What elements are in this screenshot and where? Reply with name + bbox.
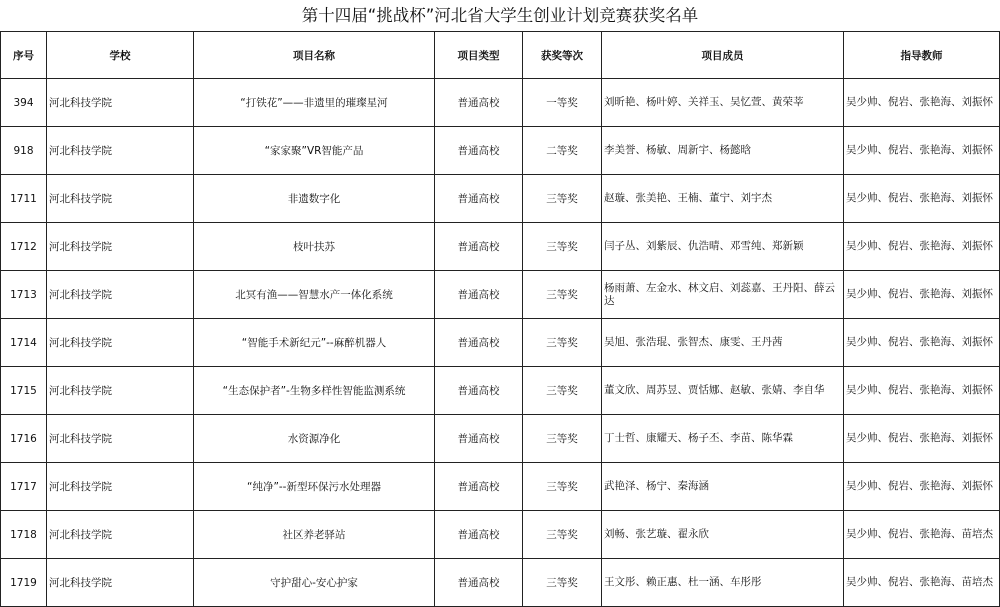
cell-school: 河北科技学院 — [47, 415, 194, 463]
cell-project-name: 水资源净化 — [194, 415, 435, 463]
cell-teachers: 吴少帅、倪岩、张艳海、刘振怀 — [844, 463, 1000, 511]
table-row — [1, 223, 1000, 271]
cell-school: 河北科技学院 — [47, 175, 194, 223]
cell-members: 丁士哲、康耀天、杨子丕、李苗、陈华霖 — [602, 415, 844, 463]
cell-project-type: 普通高校 — [435, 127, 523, 175]
cell-school: 河北科技学院 — [47, 463, 194, 511]
cell-teachers: 吴少帅、倪岩、张艳海、刘振怀 — [844, 79, 1000, 127]
cell-index: 1716 — [1, 415, 47, 463]
cell-school: 河北科技学院 — [47, 127, 194, 175]
cell-project-name: “智能手术新纪元”--麻醉机器人 — [194, 319, 435, 367]
table-row — [1, 559, 1000, 607]
cell-award-level: 三等奖 — [523, 175, 602, 223]
col-header-index: 序号 — [1, 32, 47, 79]
cell-award-level: 三等奖 — [523, 223, 602, 271]
cell-award-level: 三等奖 — [523, 271, 602, 319]
cell-teachers: 吴少帅、倪岩、张艳海、刘振怀 — [844, 127, 1000, 175]
cell-teachers: 吴少帅、倪岩、张艳海、刘振怀 — [844, 319, 1000, 367]
cell-award-level: 一等奖 — [523, 79, 602, 127]
table-row — [1, 415, 1000, 463]
cell-project-name: “纯净”--新型环保污水处理器 — [194, 463, 435, 511]
cell-award-level: 三等奖 — [523, 511, 602, 559]
cell-award-level: 三等奖 — [523, 415, 602, 463]
cell-project-name: “家家聚”VR智能产品 — [194, 127, 435, 175]
cell-teachers: 吴少帅、倪岩、张艳海、苗培杰 — [844, 559, 1000, 607]
cell-teachers: 吴少帅、倪岩、张艳海、刘振怀 — [844, 223, 1000, 271]
cell-index: 1712 — [1, 223, 47, 271]
cell-project-type: 普通高校 — [435, 367, 523, 415]
cell-school: 河北科技学院 — [47, 559, 194, 607]
table-row — [1, 367, 1000, 415]
cell-award-level: 三等奖 — [523, 319, 602, 367]
cell-project-name: 社区养老驿站 — [194, 511, 435, 559]
cell-teachers: 吴少帅、倪岩、张艳海、刘振怀 — [844, 271, 1000, 319]
cell-project-type: 普通高校 — [435, 271, 523, 319]
cell-project-type: 普通高校 — [435, 319, 523, 367]
cell-project-name: 北冥有渔——智慧水产一体化系统 — [194, 271, 435, 319]
cell-teachers: 吴少帅、倪岩、张艳海、苗培杰 — [844, 511, 1000, 559]
table-row — [1, 319, 1000, 367]
cell-project-type: 普通高校 — [435, 223, 523, 271]
cell-project-name: “打铁花”——非遗里的璀璨星河 — [194, 79, 435, 127]
cell-index: 1714 — [1, 319, 47, 367]
document-title: 第十四届“挑战杯”河北省大学生创业计划竞赛获奖名单 — [301, 6, 699, 25]
cell-members: 刘昕艳、杨叶婷、关祥玉、吴忆萱、黄荣莘 — [602, 79, 844, 127]
cell-teachers: 吴少帅、倪岩、张艳海、刘振怀 — [844, 367, 1000, 415]
table-row — [1, 511, 1000, 559]
table-row — [1, 127, 1000, 175]
cell-project-name: 非遗数字化 — [194, 175, 435, 223]
cell-project-type: 普通高校 — [435, 79, 523, 127]
cell-members: 杨雨萧、左金水、林文启、刘蕊嘉、王丹阳、薛云达 — [602, 271, 844, 319]
cell-teachers: 吴少帅、倪岩、张艳海、刘振怀 — [844, 175, 1000, 223]
col-header-project: 项目名称 — [194, 32, 435, 79]
cell-index: 1711 — [1, 175, 47, 223]
cell-index: 1713 — [1, 271, 47, 319]
cell-school: 河北科技学院 — [47, 511, 194, 559]
cell-members: 董文欣、周苏昱、贾恬娜、赵敏、张婧、李自华 — [602, 367, 844, 415]
cell-award-level: 二等奖 — [523, 127, 602, 175]
cell-award-level: 三等奖 — [523, 463, 602, 511]
cell-school: 河北科技学院 — [47, 79, 194, 127]
cell-index: 918 — [1, 127, 47, 175]
cell-project-type: 普通高校 — [435, 559, 523, 607]
cell-award-level: 三等奖 — [523, 559, 602, 607]
col-header-type: 项目类型 — [435, 32, 523, 79]
cell-members: 李美誉、杨敏、周新宇、杨懿晗 — [602, 127, 844, 175]
table-row — [1, 175, 1000, 223]
col-header-school: 学校 — [47, 32, 194, 79]
award-table — [0, 31, 1000, 607]
cell-index: 1719 — [1, 559, 47, 607]
cell-project-type: 普通高校 — [435, 175, 523, 223]
col-header-members: 项目成员 — [602, 32, 844, 79]
cell-members: 闫子丛、刘紫辰、仇浩晴、邓雪纯、郑新颖 — [602, 223, 844, 271]
cell-project-type: 普通高校 — [435, 463, 523, 511]
cell-members: 赵璇、张美艳、王楠、董宁、刘宇杰 — [602, 175, 844, 223]
cell-teachers: 吴少帅、倪岩、张艳海、刘振怀 — [844, 415, 1000, 463]
cell-project-name: “生态保护者”-生物多样性智能监测系统 — [194, 367, 435, 415]
cell-members: 武艳泽、杨宁、秦海涵 — [602, 463, 844, 511]
cell-school: 河北科技学院 — [47, 271, 194, 319]
col-header-award: 获奖等次 — [523, 32, 602, 79]
cell-project-name: 枝叶扶苏 — [194, 223, 435, 271]
cell-index: 394 — [1, 79, 47, 127]
cell-school: 河北科技学院 — [47, 319, 194, 367]
cell-index: 1717 — [1, 463, 47, 511]
cell-members: 吴旭、张浩琨、张智杰、康雯、王丹茜 — [602, 319, 844, 367]
table-header-row — [1, 32, 1000, 79]
cell-project-type: 普通高校 — [435, 511, 523, 559]
cell-members: 刘畅、张艺璇、翟永欣 — [602, 511, 844, 559]
cell-index: 1715 — [1, 367, 47, 415]
cell-school: 河北科技学院 — [47, 223, 194, 271]
col-header-teachers: 指导教师 — [844, 32, 1000, 79]
table-row — [1, 79, 1000, 127]
cell-project-name: 守护甜心-安心护家 — [194, 559, 435, 607]
cell-index: 1718 — [1, 511, 47, 559]
cell-school: 河北科技学院 — [47, 367, 194, 415]
table-row — [1, 463, 1000, 511]
table-body — [1, 79, 1000, 607]
cell-members: 王文彤、赖正惠、杜一涵、车彤彤 — [602, 559, 844, 607]
cell-award-level: 三等奖 — [523, 367, 602, 415]
table-row — [1, 271, 1000, 319]
cell-project-type: 普通高校 — [435, 415, 523, 463]
